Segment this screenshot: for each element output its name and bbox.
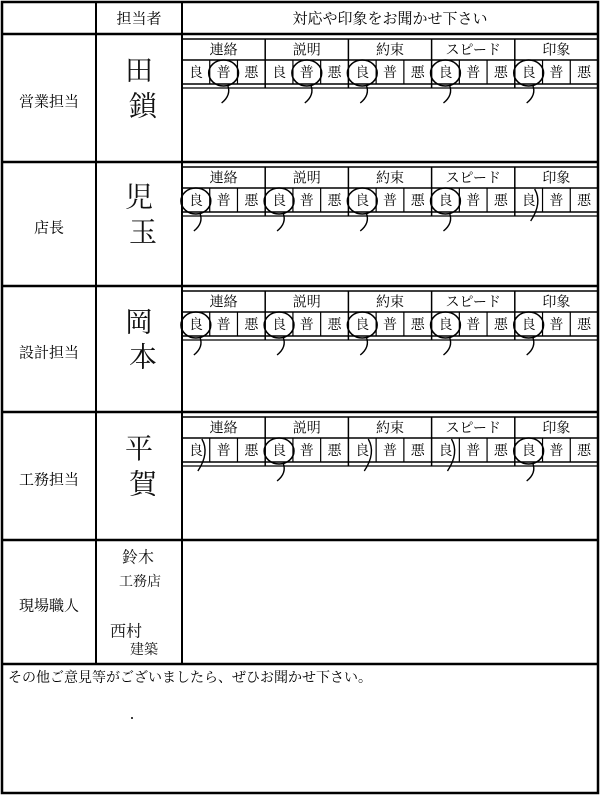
rating-option-良: 良 <box>438 193 453 209</box>
rating-option-普: 普 <box>216 317 231 333</box>
rating-option-普: 普 <box>549 65 564 81</box>
site-staff-line: 西村 <box>109 621 143 641</box>
rating-option-悪: 悪 <box>577 443 592 459</box>
rating-option-良: 良 <box>355 65 370 81</box>
rating-option-悪: 悪 <box>244 65 259 81</box>
rating-option-良: 良 <box>355 443 370 459</box>
rating-option-悪: 悪 <box>493 443 508 459</box>
criterion-label: 連絡 <box>209 170 238 187</box>
staff-name-char: 玉 <box>128 215 158 249</box>
rating-option-良: 良 <box>438 65 453 81</box>
criterion-label: 連絡 <box>209 420 238 437</box>
criterion-label: 印象 <box>542 294 571 311</box>
rating-option-普: 普 <box>466 65 481 81</box>
rating-option-普: 普 <box>383 317 397 333</box>
rating-option-悪: 悪 <box>410 193 425 209</box>
stray-mark <box>131 717 133 719</box>
rating-option-悪: 悪 <box>244 317 259 333</box>
rating-option-良: 良 <box>521 65 536 81</box>
rating-option-良: 良 <box>438 317 453 333</box>
role-label-3: 工務担当 <box>18 470 80 489</box>
rating-option-普: 普 <box>299 193 314 209</box>
rating-option-悪: 悪 <box>244 193 259 209</box>
rating-option-良: 良 <box>188 193 203 209</box>
site-staff-line: 鈴木 <box>121 547 155 567</box>
rating-option-普: 普 <box>216 443 231 459</box>
role-label-1: 店長 <box>33 218 65 237</box>
criterion-label: 説明 <box>292 294 321 311</box>
rating-option-悪: 悪 <box>327 65 342 81</box>
rating-option-普: 普 <box>216 65 231 81</box>
criterion-label: 約束 <box>376 420 404 437</box>
rating-option-良: 良 <box>521 193 536 209</box>
rating-option-普: 普 <box>549 443 564 459</box>
role-label-0: 営業担当 <box>18 92 80 111</box>
staff-name-char: 鎖 <box>128 89 158 123</box>
criterion-label: 約束 <box>376 42 404 59</box>
rating-option-悪: 悪 <box>493 317 508 333</box>
criterion-label: 説明 <box>292 170 321 187</box>
rating-option-悪: 悪 <box>410 65 425 81</box>
rating-option-悪: 悪 <box>327 443 342 459</box>
rating-option-普: 普 <box>299 317 314 333</box>
rating-option-良: 良 <box>188 317 203 333</box>
rating-option-普: 普 <box>299 65 314 81</box>
criterion-label: スピード <box>445 420 501 437</box>
rating-option-良: 良 <box>521 317 536 333</box>
criterion-label: 説明 <box>292 42 321 59</box>
criterion-label: 説明 <box>292 420 321 437</box>
rating-option-悪: 悪 <box>577 65 592 81</box>
rating-option-普: 普 <box>466 193 481 209</box>
staff-name-char: 平 <box>124 431 154 465</box>
comments-prompt: その他ご意見等がございましたら、ぜひお聞かせ下さい。 <box>8 670 372 686</box>
criterion-label: 印象 <box>542 420 571 437</box>
rating-option-普: 普 <box>466 443 481 459</box>
rating-option-普: 普 <box>549 193 564 209</box>
rating-option-普: 普 <box>383 65 397 81</box>
rating-option-普: 普 <box>549 317 564 333</box>
rating-option-悪: 悪 <box>577 193 592 209</box>
rating-option-良: 良 <box>272 443 287 459</box>
rating-option-良: 良 <box>272 193 287 209</box>
rating-option-良: 良 <box>188 65 203 81</box>
rating-option-良: 良 <box>272 317 287 333</box>
rating-option-悪: 悪 <box>410 317 425 333</box>
rating-option-普: 普 <box>299 443 314 459</box>
rating-option-良: 良 <box>355 193 370 209</box>
criterion-label: 印象 <box>542 42 571 59</box>
site-staff-line: 工務店 <box>119 574 161 590</box>
criterion-label: スピード <box>445 42 501 59</box>
rating-option-悪: 悪 <box>244 443 259 459</box>
criterion-label: スピード <box>445 294 501 311</box>
criterion-label: 連絡 <box>209 42 238 59</box>
rating-option-普: 普 <box>383 443 397 459</box>
staff-name-char: 田 <box>124 53 154 87</box>
rating-option-悪: 悪 <box>327 317 342 333</box>
staff-column-header: 担当者 <box>116 9 162 28</box>
rating-option-良: 良 <box>188 443 203 459</box>
rating-option-普: 普 <box>216 193 231 209</box>
feedback-column-header: 対応や印象をお聞かせ下さい <box>292 9 488 28</box>
rating-option-良: 良 <box>272 65 287 81</box>
rating-option-悪: 悪 <box>327 193 342 209</box>
rating-option-悪: 悪 <box>493 65 508 81</box>
rating-option-普: 普 <box>383 193 397 209</box>
criterion-label: スピード <box>445 170 501 187</box>
site-staff-line: 建築 <box>130 642 158 658</box>
staff-name-char: 賀 <box>128 467 158 501</box>
rating-option-良: 良 <box>355 317 370 333</box>
rating-option-普: 普 <box>466 317 481 333</box>
rating-option-良: 良 <box>438 443 453 459</box>
rating-option-悪: 悪 <box>493 193 508 209</box>
rating-option-良: 良 <box>521 443 536 459</box>
rating-option-悪: 悪 <box>577 317 592 333</box>
criterion-label: 約束 <box>376 294 404 311</box>
role-label-site: 現場職人 <box>18 596 80 615</box>
staff-name-char: 児 <box>124 180 154 214</box>
criterion-label: 印象 <box>542 170 571 187</box>
rating-option-悪: 悪 <box>410 443 425 459</box>
staff-name-char: 岡 <box>124 305 154 339</box>
criterion-label: 連絡 <box>209 294 238 311</box>
staff-name-char: 本 <box>128 340 158 374</box>
role-label-2: 設計担当 <box>18 343 80 362</box>
criterion-label: 約束 <box>376 170 404 187</box>
